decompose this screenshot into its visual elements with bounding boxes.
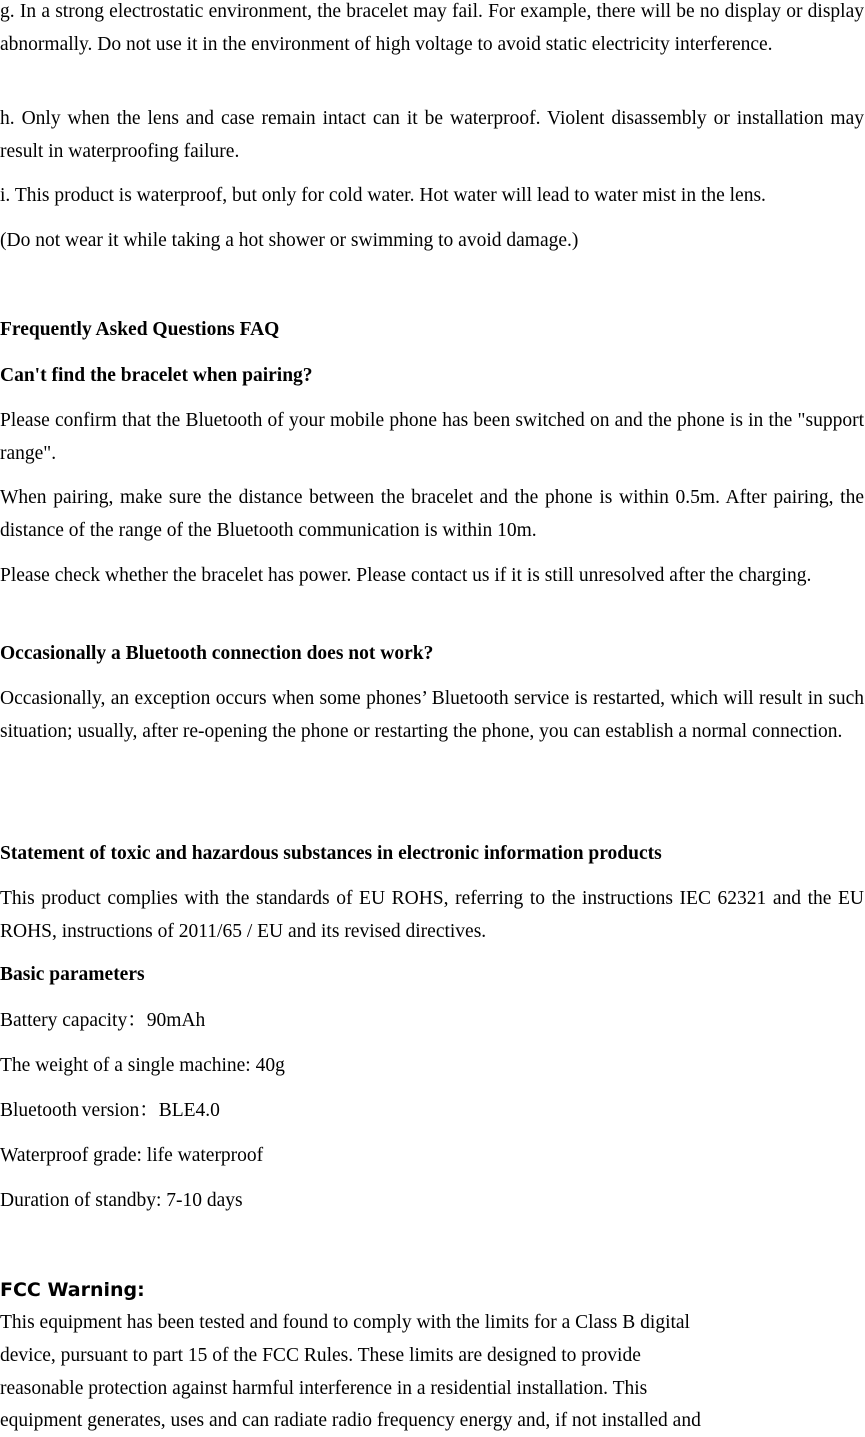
statement-body: This product complies with the standards of EU ROHS, referring to the instructions IEC 62321 and the EU ROHS, instructions of 2011/65 / EU and its revised directives. [0,888,864,942]
fcc-warning-line: This equipment has been tested and found to comply with the limits for a Class B digital [0,1312,690,1333]
parameter-bluetooth: Bluetooth version：BLE4.0 [0,1100,220,1121]
faq-answer-pairing-3: Please check whether the bracelet has power. Please contact us if it is still unresolved after the charging. [0,565,812,586]
parameters-title: Basic parameters [0,964,145,985]
fcc-warning-line: reasonable protection against harmful interference in a residential installation. This [0,1378,648,1399]
safety-note-h: h. Only when the lens and case remain intact can it be waterproof. Violent disassembly or installation may result in waterproofing failure. [0,108,864,162]
safety-note-i-caution: (Do not wear it while taking a hot shower or swimming to avoid damage.) [0,230,579,251]
parameter-standby: Duration of standby: 7-10 days [0,1190,243,1211]
faq-question-pairing: Can't find the bracelet when pairing? [0,365,313,386]
faq-question-connection: Occasionally a Bluetooth connection does not work? [0,643,434,664]
parameter-weight: The weight of a single machine: 40g [0,1055,285,1076]
faq-answer-pairing-1: Please confirm that the Bluetooth of your mobile phone has been switched on and the phone is in the "support range". [0,410,864,464]
fcc-warning-line: device, pursuant to part 15 of the FCC Rules. These limits are designed to provide [0,1345,641,1366]
parameter-battery: Battery capacity：90mAh [0,1010,206,1031]
faq-answer-connection: Occasionally, an exception occurs when some phones’ Bluetooth service is restarted, which will result in such situation; usually, after re-opening the phone or restarting the phone, you can establish a normal connection. [0,688,864,742]
faq-title: Frequently Asked Questions FAQ [0,319,280,340]
fcc-warning-title: FCC Warning: [0,1279,145,1301]
safety-note-i: i. This product is waterproof, but only for cold water. Hot water will lead to water mist in the lens. [0,185,766,206]
statement-title: Statement of toxic and hazardous substances in electronic information products [0,843,662,864]
safety-note-g: g. In a strong electrostatic environment, the bracelet may fail. For example, there will be no display or display abnormally. Do not use it in the environment of high voltage to avoid static electricity interference. [0,1,864,55]
parameter-waterproof: Waterproof grade: life waterproof [0,1145,264,1166]
fcc-warning-line: equipment generates, uses and can radiate radio frequency energy and, if not installed and [0,1410,701,1431]
faq-answer-pairing-2: When pairing, make sure the distance between the bracelet and the phone is within 0.5m. After pairing, the distance of the range of the Bluetooth communication is within 10m. [0,487,864,541]
